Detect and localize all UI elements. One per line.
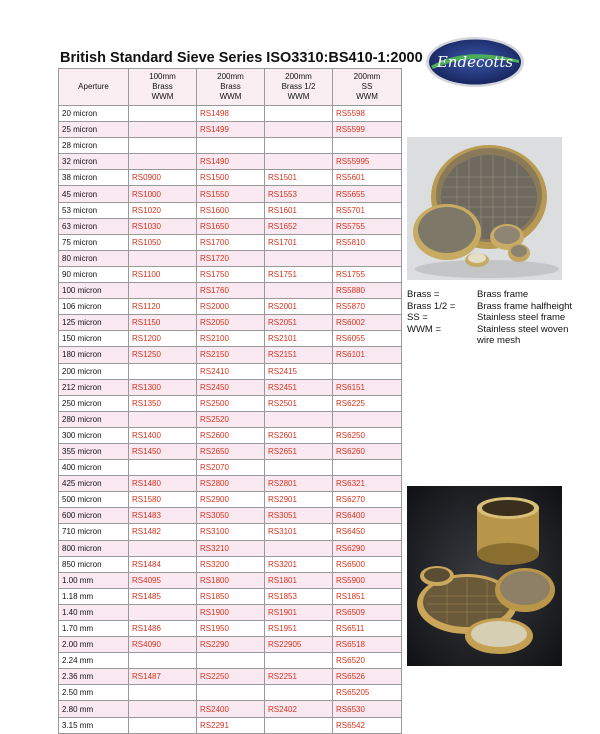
part-number-cell: RS1700 (197, 234, 265, 250)
part-number-cell: RS2001 (265, 299, 333, 315)
part-number-cell (265, 250, 333, 266)
table-row (59, 556, 402, 572)
part-number-cell: RS1490 (197, 154, 265, 170)
part-number-cell: RS1951 (265, 621, 333, 637)
table-row (59, 379, 402, 395)
part-number-cell: RS2651 (265, 443, 333, 459)
part-number-cell (129, 250, 197, 266)
legend-value: Brass frame halfheight (477, 300, 573, 312)
table-row (59, 492, 402, 508)
part-number-cell: RS1755 (333, 266, 402, 282)
table-row (59, 588, 402, 604)
part-number-cell: RS1800 (197, 572, 265, 588)
part-number-cell: RS2650 (197, 443, 265, 459)
part-number-cell: RS1601 (265, 202, 333, 218)
aperture-cell: 2.50 mm (59, 685, 129, 701)
part-number-cell (265, 411, 333, 427)
part-number-cell: RS5900 (333, 572, 402, 588)
part-number-cell (129, 154, 197, 170)
part-number-cell: RS1950 (197, 621, 265, 637)
part-number-cell: RS2291 (197, 717, 265, 733)
part-number-cell: RS2250 (197, 669, 265, 685)
aperture-cell: 106 micron (59, 299, 129, 315)
part-number-cell: RS1400 (129, 427, 197, 443)
aperture-cell: 80 micron (59, 250, 129, 266)
part-number-cell (333, 250, 402, 266)
part-number-cell (333, 460, 402, 476)
part-number-cell: RS6321 (333, 476, 402, 492)
part-number-cell (333, 363, 402, 379)
part-number-cell (129, 363, 197, 379)
table-row (59, 395, 402, 411)
part-number-cell (129, 540, 197, 556)
table-row (59, 476, 402, 492)
part-number-cell: RS1553 (265, 186, 333, 202)
legend-item (407, 312, 597, 324)
part-number-cell: RS6511 (333, 621, 402, 637)
part-number-cell: RS1486 (129, 621, 197, 637)
table-row (59, 347, 402, 363)
part-number-cell (265, 138, 333, 154)
part-number-cell: RS2070 (197, 460, 265, 476)
table-row (59, 363, 402, 379)
part-number-cell: RS2101 (265, 331, 333, 347)
part-number-cell: RS1200 (129, 331, 197, 347)
part-number-cell: RS5880 (333, 283, 402, 299)
table-row (59, 701, 402, 717)
part-number-cell: RS1450 (129, 443, 197, 459)
table-row (59, 218, 402, 234)
table-row (59, 621, 402, 637)
part-number-cell: RS2051 (265, 315, 333, 331)
table-row (59, 685, 402, 701)
part-number-cell (129, 283, 197, 299)
part-number-cell: RS3050 (197, 508, 265, 524)
table-row (59, 138, 402, 154)
legend-key: WWM = (407, 323, 442, 335)
aperture-cell: 100 micron (59, 283, 129, 299)
table-row (59, 540, 402, 556)
aperture-cell: 28 micron (59, 138, 129, 154)
part-number-cell: RS6260 (333, 443, 402, 459)
sieve-table (58, 68, 402, 734)
legend-key: Brass = (407, 289, 440, 300)
table-row (59, 122, 402, 138)
part-number-cell: RS3200 (197, 556, 265, 572)
part-number-cell: RS1600 (197, 202, 265, 218)
aperture-cell: 25 micron (59, 122, 129, 138)
part-number-cell: RS1760 (197, 283, 265, 299)
part-number-cell: RS1487 (129, 669, 197, 685)
table-row (59, 669, 402, 685)
part-number-cell (129, 411, 197, 427)
table-row (59, 508, 402, 524)
table-row (59, 283, 402, 299)
part-number-cell (265, 653, 333, 669)
part-number-cell: RS2451 (265, 379, 333, 395)
part-number-cell: RS1853 (265, 588, 333, 604)
part-number-cell: RS6500 (333, 556, 402, 572)
part-number-cell (265, 540, 333, 556)
table-row (59, 234, 402, 250)
aperture-cell: 425 micron (59, 476, 129, 492)
part-number-cell: RS5810 (333, 234, 402, 250)
part-number-cell: RS1851 (333, 588, 402, 604)
part-number-cell: RS2290 (197, 637, 265, 653)
aperture-cell: 212 micron (59, 379, 129, 395)
part-number-cell: RS3051 (265, 508, 333, 524)
part-number-cell: RS22905 (265, 637, 333, 653)
part-number-cell: RS1120 (129, 299, 197, 315)
part-number-cell: RS2600 (197, 427, 265, 443)
part-number-cell: RS5701 (333, 202, 402, 218)
table-row (59, 717, 402, 733)
table-row (59, 331, 402, 347)
aperture-cell: 75 micron (59, 234, 129, 250)
table-row (59, 524, 402, 540)
part-number-cell (265, 122, 333, 138)
part-number-cell (197, 685, 265, 701)
table-row (59, 202, 402, 218)
table-row (59, 315, 402, 331)
column-header: 100mm Brass WWM (129, 69, 197, 106)
part-number-cell: RS3100 (197, 524, 265, 540)
table-row (59, 460, 402, 476)
part-number-cell: RS5655 (333, 186, 402, 202)
column-header: 200mm Brass WWM (197, 69, 265, 106)
part-number-cell: RS2501 (265, 395, 333, 411)
part-number-cell: RS6055 (333, 331, 402, 347)
part-number-cell (129, 138, 197, 154)
legend-item (407, 289, 597, 301)
part-number-cell (333, 138, 402, 154)
part-number-cell: RS55995 (333, 154, 402, 170)
part-number-cell: RS1650 (197, 218, 265, 234)
aperture-cell: 1.40 mm (59, 604, 129, 620)
part-number-cell: RS6290 (333, 540, 402, 556)
aperture-cell: 3.15 mm (59, 717, 129, 733)
table-row (59, 106, 402, 122)
part-number-cell: RS1652 (265, 218, 333, 234)
part-number-cell: RS1701 (265, 234, 333, 250)
part-number-cell: RS1720 (197, 250, 265, 266)
brass-sieves-photo (407, 486, 562, 666)
table-row (59, 443, 402, 459)
aperture-cell: 280 micron (59, 411, 129, 427)
column-header: Aperture (59, 69, 129, 106)
part-number-cell: RS3201 (265, 556, 333, 572)
table-row (59, 250, 402, 266)
aperture-cell: 32 micron (59, 154, 129, 170)
part-number-cell: RS6151 (333, 379, 402, 395)
part-number-cell (265, 283, 333, 299)
part-number-cell: RS6450 (333, 524, 402, 540)
part-number-cell: RS1484 (129, 556, 197, 572)
part-number-cell: RS2251 (265, 669, 333, 685)
table-row (59, 653, 402, 669)
part-number-cell: RS1480 (129, 476, 197, 492)
legend-key: Brass 1/2 = (407, 300, 456, 312)
part-number-cell: RS6002 (333, 315, 402, 331)
part-number-cell: RS2400 (197, 701, 265, 717)
part-number-cell: RS1850 (197, 588, 265, 604)
part-number-cell: RS2901 (265, 492, 333, 508)
part-number-cell: RS2000 (197, 299, 265, 315)
aperture-cell: 2.24 mm (59, 653, 129, 669)
part-number-cell: RS1580 (129, 492, 197, 508)
part-number-cell (265, 154, 333, 170)
part-number-cell: RS2450 (197, 379, 265, 395)
part-number-cell: RS1483 (129, 508, 197, 524)
aperture-cell: 150 micron (59, 331, 129, 347)
table-row (59, 637, 402, 653)
aperture-cell: 600 micron (59, 508, 129, 524)
part-number-cell: RS6520 (333, 653, 402, 669)
legend-key: SS = (407, 312, 428, 323)
column-header: 200mm SS WWM (333, 69, 402, 106)
svg-text:Endecotts: Endecotts (436, 53, 514, 71)
part-number-cell: RS2800 (197, 476, 265, 492)
part-number-cell: RS0900 (129, 170, 197, 186)
aperture-cell: 250 micron (59, 395, 129, 411)
part-number-cell: RS6250 (333, 427, 402, 443)
part-number-cell: RS1050 (129, 234, 197, 250)
aperture-cell: 20 micron (59, 106, 129, 122)
part-number-cell: RS1499 (197, 122, 265, 138)
legend-value: Stainless steel woven wire mesh (477, 323, 569, 346)
aperture-cell: 1.18 mm (59, 588, 129, 604)
table-row (59, 604, 402, 620)
legend-item (407, 301, 597, 313)
part-number-cell: RS6400 (333, 508, 402, 524)
legend-item (407, 324, 597, 347)
part-number-cell: RS4090 (129, 637, 197, 653)
part-number-cell: RS5598 (333, 106, 402, 122)
part-number-cell (129, 717, 197, 733)
aperture-cell: 90 micron (59, 266, 129, 282)
part-number-cell: RS2402 (265, 701, 333, 717)
part-number-cell (265, 106, 333, 122)
part-number-cell: RS1485 (129, 588, 197, 604)
part-number-cell: RS1901 (265, 604, 333, 620)
part-number-cell: RS6270 (333, 492, 402, 508)
part-number-cell: RS1350 (129, 395, 197, 411)
part-number-cell: RS2410 (197, 363, 265, 379)
table-row (59, 154, 402, 170)
part-number-cell: RS1020 (129, 202, 197, 218)
aperture-cell: 400 micron (59, 460, 129, 476)
aperture-cell: 63 micron (59, 218, 129, 234)
table-row (59, 299, 402, 315)
part-number-cell: RS5599 (333, 122, 402, 138)
aperture-cell: 850 micron (59, 556, 129, 572)
part-number-cell: RS2150 (197, 347, 265, 363)
part-number-cell: RS6542 (333, 717, 402, 733)
part-number-cell: RS2900 (197, 492, 265, 508)
part-number-cell: RS2100 (197, 331, 265, 347)
aperture-cell: 125 micron (59, 315, 129, 331)
part-number-cell: RS1030 (129, 218, 197, 234)
aperture-cell: 180 micron (59, 347, 129, 363)
part-number-cell: RS1900 (197, 604, 265, 620)
part-number-cell: RS1150 (129, 315, 197, 331)
part-number-cell: RS5870 (333, 299, 402, 315)
part-number-cell: RS2520 (197, 411, 265, 427)
part-number-cell: RS1100 (129, 266, 197, 282)
part-number-cell: RS1482 (129, 524, 197, 540)
part-number-cell (129, 604, 197, 620)
legend-value: Brass frame (477, 289, 529, 300)
part-number-cell: RS1000 (129, 186, 197, 202)
table-row (59, 572, 402, 588)
part-number-cell: RS4095 (129, 572, 197, 588)
part-number-cell: RS2601 (265, 427, 333, 443)
part-number-cell: RS1501 (265, 170, 333, 186)
part-number-cell (129, 106, 197, 122)
part-number-cell (265, 460, 333, 476)
sieve-stack-photo (407, 137, 562, 280)
part-number-cell: RS1498 (197, 106, 265, 122)
page-title: British Standard Sieve Series ISO3310:BS410-1:2000 (60, 50, 423, 66)
part-number-cell (265, 685, 333, 701)
part-number-cell: RS1751 (265, 266, 333, 282)
part-number-cell: RS1500 (197, 170, 265, 186)
aperture-cell: 45 micron (59, 186, 129, 202)
part-number-cell: RS1300 (129, 379, 197, 395)
part-number-cell: RS2500 (197, 395, 265, 411)
part-number-cell: RS6530 (333, 701, 402, 717)
aperture-cell: 200 micron (59, 363, 129, 379)
part-number-cell (333, 411, 402, 427)
part-number-cell: RS2151 (265, 347, 333, 363)
part-number-cell: RS5755 (333, 218, 402, 234)
part-number-cell (197, 653, 265, 669)
aperture-cell: 1.70 mm (59, 621, 129, 637)
part-number-cell: RS2050 (197, 315, 265, 331)
aperture-cell: 800 micron (59, 540, 129, 556)
part-number-cell: RS1801 (265, 572, 333, 588)
aperture-cell: 710 micron (59, 524, 129, 540)
aperture-cell: 300 micron (59, 427, 129, 443)
part-number-cell (265, 717, 333, 733)
part-number-cell: RS1750 (197, 266, 265, 282)
part-number-cell: RS3101 (265, 524, 333, 540)
table-row (59, 266, 402, 282)
part-number-cell: RS6101 (333, 347, 402, 363)
part-number-cell (129, 460, 197, 476)
part-number-cell (129, 122, 197, 138)
table-row (59, 170, 402, 186)
part-number-cell: RS5601 (333, 170, 402, 186)
aperture-cell: 355 micron (59, 443, 129, 459)
endecotts-logo (425, 36, 525, 88)
table-row (59, 186, 402, 202)
part-number-cell (129, 653, 197, 669)
part-number-cell: RS1250 (129, 347, 197, 363)
part-number-cell (129, 701, 197, 717)
part-number-cell: RS3210 (197, 540, 265, 556)
table-row (59, 411, 402, 427)
part-number-cell (197, 138, 265, 154)
part-number-cell (129, 685, 197, 701)
part-number-cell: RS65205 (333, 685, 402, 701)
aperture-cell: 53 micron (59, 202, 129, 218)
aperture-cell: 38 micron (59, 170, 129, 186)
table-header-row (59, 69, 402, 106)
aperture-cell: 500 micron (59, 492, 129, 508)
part-number-cell: RS6526 (333, 669, 402, 685)
aperture-cell: 2.00 mm (59, 637, 129, 653)
legend-value: Stainless steel frame (477, 312, 566, 323)
aperture-cell: 1.00 mm (59, 572, 129, 588)
column-header: 200mm Brass 1/2 WWM (265, 69, 333, 106)
part-number-cell: RS2801 (265, 476, 333, 492)
part-number-cell: RS6518 (333, 637, 402, 653)
aperture-cell: 2.80 mm (59, 701, 129, 717)
part-number-cell: RS2415 (265, 363, 333, 379)
legend (407, 289, 597, 347)
table-row (59, 427, 402, 443)
part-number-cell: RS6225 (333, 395, 402, 411)
part-number-cell: RS6509 (333, 604, 402, 620)
part-number-cell: RS1550 (197, 186, 265, 202)
aperture-cell: 2.36 mm (59, 669, 129, 685)
